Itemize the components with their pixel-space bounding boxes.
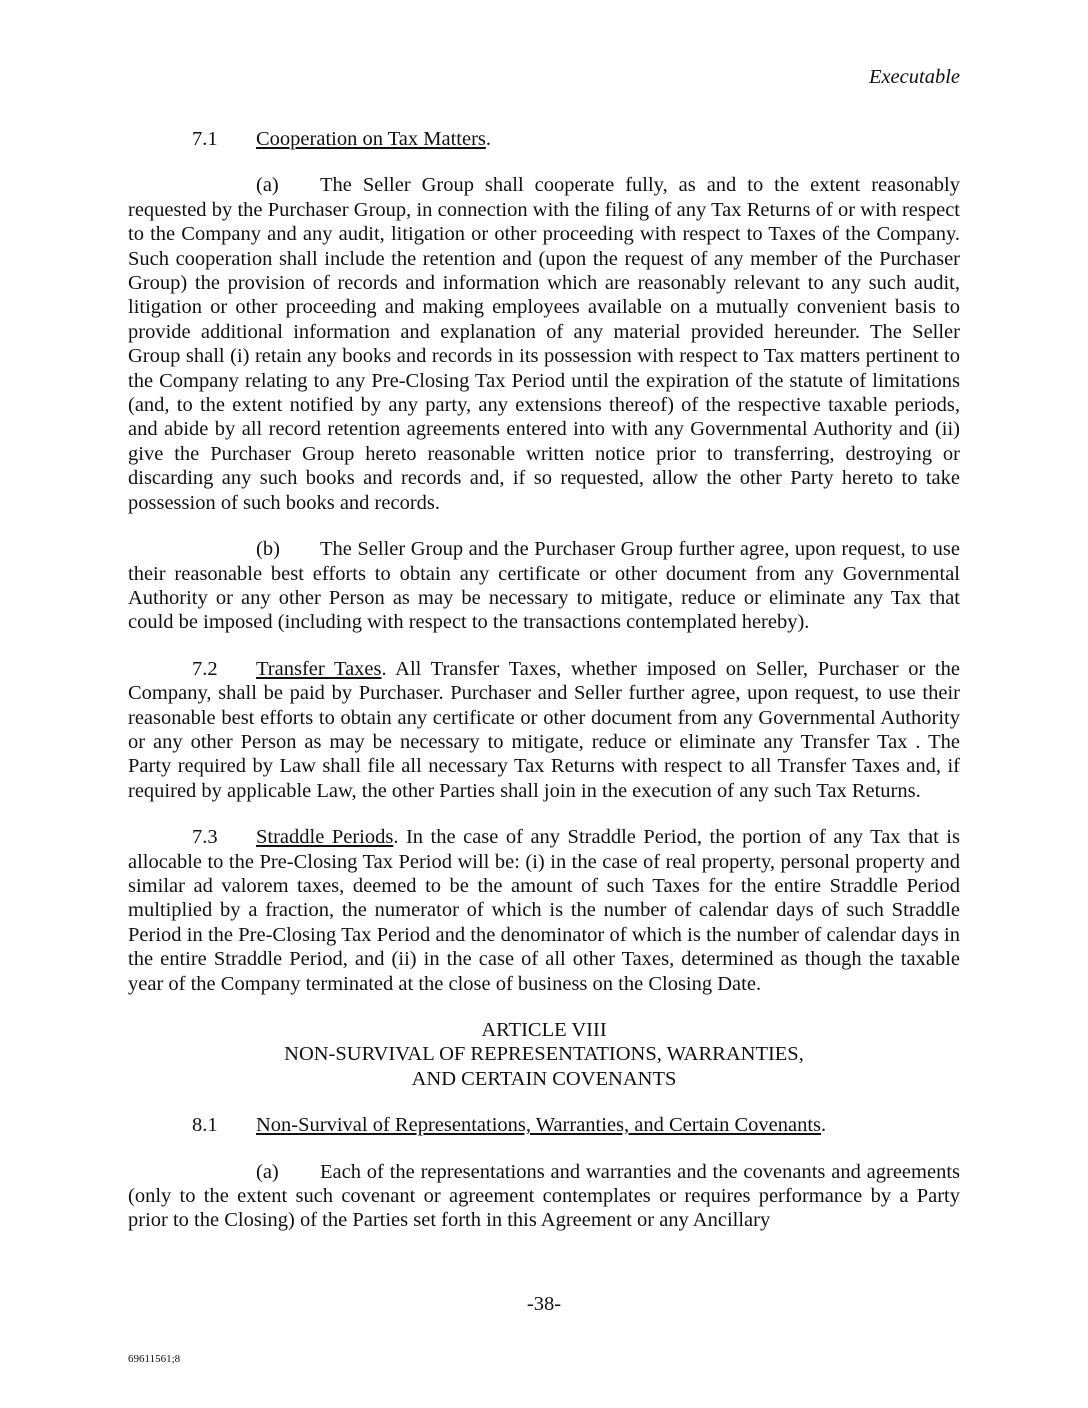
paragraph-text: . All Transfer Taxes, whether imposed on Seller, Purchaser or the Company, shall be paid by Purchaser. Purchaser and Seller further agree, upon request, to use their reasonable best efforts to obtain any certificate or other document from any Governmental Authority or any other Person as may be necessary to mitigate, reduce or eliminate any Transfer Tax . The Party required by Law shall file all necessary Tax Returns with respect to all Transfer Taxes and, if required by applicable Law, the other Parties shall join in the execution of any such Tax Returns.: [128, 657, 960, 802]
title-punctuation: .: [821, 1114, 827, 1137]
paragraph-text: The Seller Group and the Purchaser Group further agree, upon request, to use their reasonable best efforts to obtain any certificate or other document from any Governmental Authority or any other Person as may be necessary to mitigate, reduce or eliminate any Tax that could be imposed (including with respect to the transactions contemplated hereby).: [128, 538, 960, 634]
section-8-1-heading: [128, 1113, 960, 1137]
paragraph-text: Each of the representations and warranties and the covenants and agreements (only to the extent such covenant or agreement contemplates or requires performance by a Party prior to the Closing) of the Parties set forth in this Agreement or any Ancillary: [128, 1160, 960, 1232]
section-7-1-heading: [128, 127, 960, 151]
paragraph-text: . In the case of any Straddle Period, the portion of any Tax that is allocable to the Pre-Closing Tax Period will be: (i) in the case of real property, personal property and similar ad valorem taxes, deemed to be the amount of such Taxes for the entire Straddle Period multiplied by a fraction, the numerator of which is the number of calendar days of such Straddle Period in the Pre-Closing Tax Period and the denominator of which is the number of calendar days in the entire Straddle Period, and (ii) in the case of all other Taxes, determined as though the taxable year of the Company terminated at the close of business on the Closing Date.: [128, 826, 960, 995]
section-8-1-paragraph-a: [128, 1160, 960, 1233]
section-number: 8.1: [192, 1114, 218, 1137]
header-label: Executable: [868, 66, 960, 88]
section-7-3-paragraph: [128, 825, 960, 996]
section-number: 7.2: [192, 657, 218, 680]
page-number: -38-: [526, 1293, 562, 1315]
section-number: 7.3: [192, 826, 218, 849]
document-id: 69611561;8: [128, 1353, 181, 1365]
article-8-heading: [128, 1018, 960, 1091]
section-title: Non-Survival of Representations, Warranties, and Certain Covenants: [256, 1114, 822, 1137]
title-punctuation: .: [485, 128, 492, 150]
section-number: 7.1: [192, 128, 218, 150]
article-number: ARTICLE VIII: [481, 1019, 607, 1041]
section-title: Cooperation on Tax Matters: [256, 128, 486, 150]
article-title-line-2: AND CERTAIN COVENANTS: [411, 1067, 677, 1090]
section-7-2-paragraph: [128, 657, 960, 803]
section-title: Transfer Taxes: [256, 657, 382, 680]
section-7-1-paragraph-b: [128, 537, 960, 635]
paragraph-label: (a): [256, 1160, 279, 1183]
section-7-1-paragraph-a: [128, 173, 960, 515]
paragraph-label: (b): [256, 538, 280, 561]
paragraph-text: The Seller Group shall cooperate fully, as and to the extent reasonably requested by the Purchaser Group, in connection with the filing of any Tax Returns of or with respect to the Company and any audit, litigation or other proceeding with respect to Taxes of the Company. Such cooperation shall include the retention and (upon the request of any member of the Purchaser Group) the provision of records and information which are reasonably relevant to any such audit, litigation or other proceeding and making employees available on a mutually convenient basis to provide additional information and explanation of any material provided hereunder. The Seller Group shall (i) retain any books and records in its possession with respect to Tax matters pertinent to the Company relating to any Pre-Closing Tax Period until the expiration of the statute of limitations (and, to the extent notified by any party, any extensions thereof) of the respective taxable periods, and abide by all record retention agreements entered into with any Governmental Authority and (ii) give the Purchaser Group hereto reasonable written notice prior to transferring, destroying or discarding any such books and records and, if so requested, allow the other Party hereto to take possession of such books and records.: [128, 174, 960, 514]
section-title: Straddle Periods: [256, 826, 394, 849]
document-body: [128, 127, 960, 1255]
paragraph-label: (a): [256, 174, 279, 197]
article-title-line-1: NON-SURVIVAL OF REPRESENTATIONS, WARRANTIES,: [284, 1043, 804, 1066]
